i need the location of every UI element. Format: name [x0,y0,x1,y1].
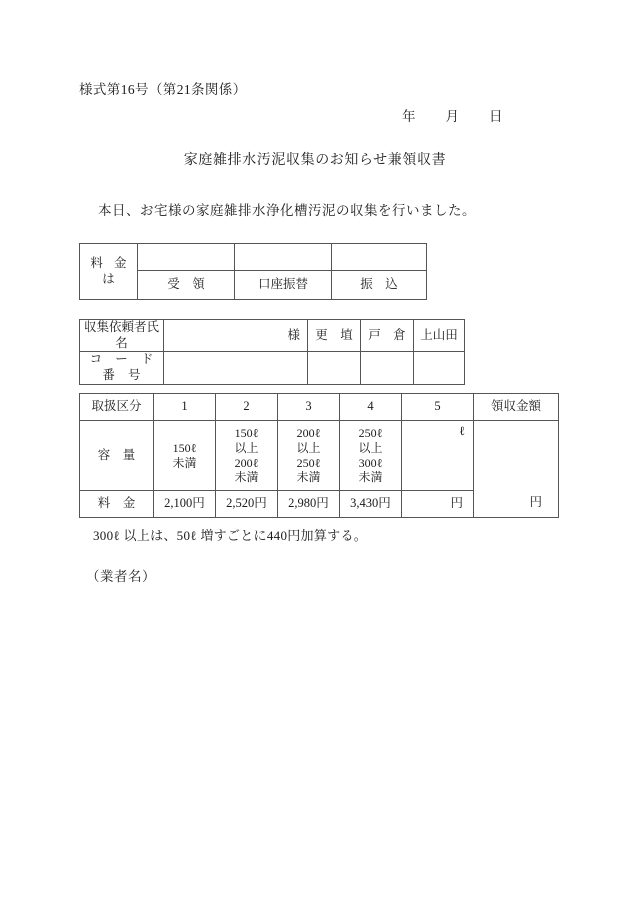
capacity-value-5-unit[interactable]: ℓ [402,421,474,491]
area-cell-togura[interactable]: 戸 倉 [361,320,414,352]
fee-row-label: 料 金 [80,491,154,518]
date-year-label: 年 [402,109,416,124]
page-title: 家庭雑排水汚泥収集のお知らせ兼領収書 [183,153,447,168]
requester-name-label: 収集依頼者氏名 [80,320,164,352]
capacity-value-4: 250ℓ 以上 300ℓ 未満 [340,421,402,491]
fee-header-3: 3 [278,394,340,421]
payment-blank-row [80,244,427,271]
fee-header-category: 取扱区分 [80,394,154,421]
payment-blank-receipt[interactable] [138,244,235,271]
fee-value-1: 2,100円 [154,491,216,518]
payment-method-deposit: 振 込 [332,271,427,300]
capacity-value-2: 150ℓ 以上 200ℓ 未満 [216,421,278,491]
vendor-name-field: （業者名） [86,569,156,584]
code-area-cell-togura[interactable] [361,352,414,384]
payment-label: 料 金 は [90,255,131,286]
payment-blank-deposit[interactable] [332,244,427,271]
fee-table [79,393,559,518]
payment-method-table [79,243,427,300]
surcharge-note: 300ℓ 以上は、50ℓ 増すごとに440円加算する。 [93,528,368,543]
date-day-label: 日 [489,109,503,124]
fee-value-4: 3,430円 [340,491,402,518]
requester-table [79,319,465,385]
capacity-value-1: 150ℓ 未満 [154,421,216,491]
area-cell-kamiyamada[interactable]: 上山田 [414,320,465,352]
capacity-row-label: 容 量 [80,421,154,491]
code-number-input[interactable] [164,352,308,384]
fee-value-5-unit[interactable]: 円 [402,491,474,518]
payment-method-receipt: 受 領 [138,271,235,300]
fee-header-row [80,394,559,421]
date-line [402,105,503,125]
date-month-label: 月 [445,109,459,124]
payment-method-bank-transfer: 口座振替 [235,271,332,300]
fee-capacity-row [80,421,559,491]
area-cell-koshoku[interactable]: 更 埴 [308,320,361,352]
receipt-amount-cell[interactable]: 円 [474,421,559,518]
fee-header-receipt-amount: 領収金額 [474,394,559,421]
code-area-cell-kamiyamada[interactable] [414,352,465,384]
payment-blank-transfer[interactable] [235,244,332,271]
code-number-label-text: コ ー ド 番 号 [89,352,159,382]
requester-name-input[interactable]: 様 [164,320,308,352]
code-area-cell-koshoku[interactable] [308,352,361,384]
intro-text: 本日、お宅様の家庭雑排水浄化槽汚泥の収集を行いました。 [98,203,476,218]
capacity-value-3: 200ℓ 以上 250ℓ 未満 [278,421,340,491]
fee-value-2: 2,520円 [216,491,278,518]
fee-header-1: 1 [154,394,216,421]
code-number-label [80,352,164,384]
requester-code-row [80,352,465,384]
requester-name-row [80,320,465,352]
fee-header-4: 4 [340,394,402,421]
fee-header-5: 5 [402,394,474,421]
form-number: 様式第16号（第21条関係） [79,82,247,97]
fee-value-3: 2,980円 [278,491,340,518]
fee-header-2: 2 [216,394,278,421]
payment-label-cell [80,244,138,300]
